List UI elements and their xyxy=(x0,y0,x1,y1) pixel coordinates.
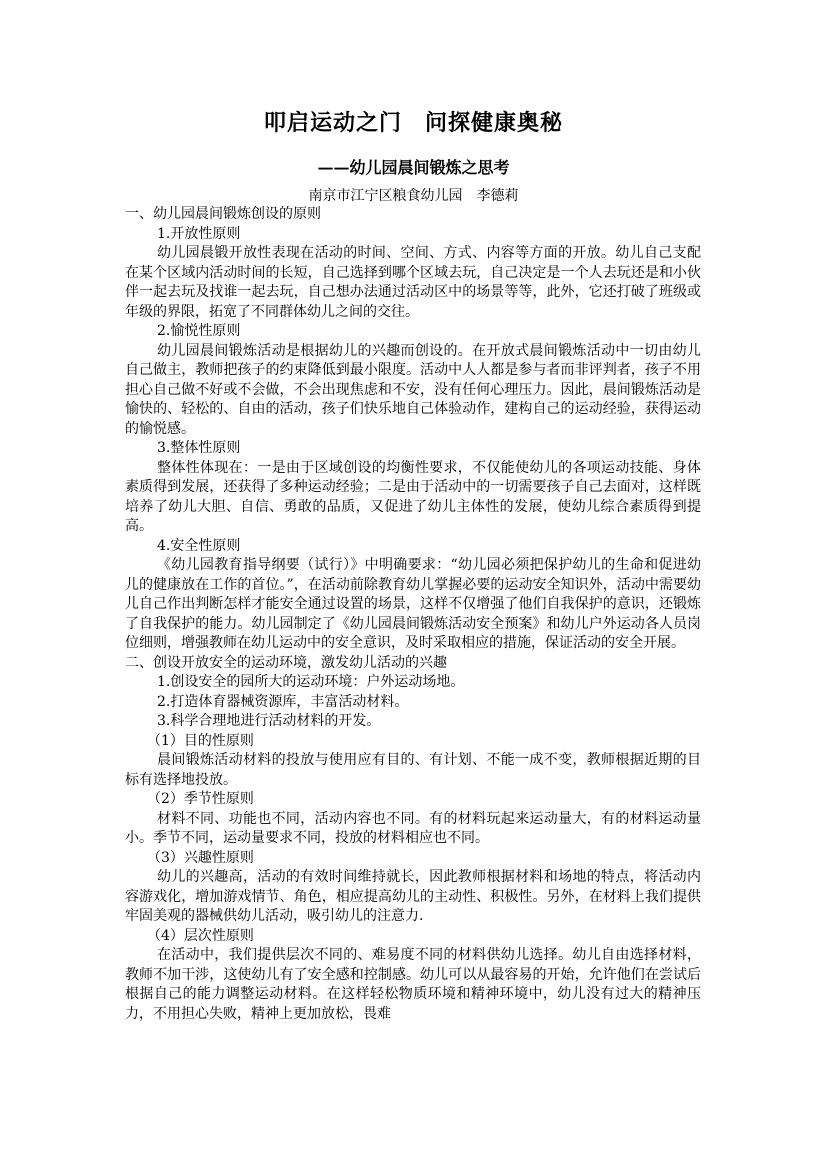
subsection-heading: 4.安全性原则 xyxy=(157,537,241,554)
subsection-heading: 2.打造体育器械资源库，丰富活动材料。 xyxy=(157,693,409,710)
subsection-heading: 1.创设安全的园所大的运动环境：户外运动场地。 xyxy=(157,674,465,690)
principle-heading: （1）目的性原则 xyxy=(147,732,254,749)
section-heading: 一、幼儿园晨间锻炼创设的原则 xyxy=(125,206,321,222)
subsection-heading: 2.愉悦性原则 xyxy=(157,323,241,339)
document-title: 叩启运动之门 问探健康奥秘 xyxy=(263,110,563,136)
principle-heading: （4）层次性原则 xyxy=(147,927,254,944)
body-paragraph: 《幼儿园教育指导纲要（试行）》中明确要求：“幼儿园必须把保护幼儿的生命和促进幼儿的健康放在工作的首位。”，在活动前除教育幼儿掌握必要的运动安全知识外，活动中需要幼儿自己作出判断怎样才能安全通过设置的场景，这样不仅增强了他们自我保护的意识，还锻炼了自我保护的能力。幼儿园制定了《幼儿园晨间锻炼活动安全预案》和幼儿户外运动各人员岗位细则，增强教师在幼儿运动中的安全意识，及时采取相应的措施，保证活动的安全开展。 xyxy=(125,557,701,651)
subsection-heading: 3.整体性原则 xyxy=(157,440,241,456)
principle-heading: （2）季节性原则 xyxy=(147,791,254,807)
subsection-heading: 3.科学合理地进行活动材料的开发。 xyxy=(157,713,381,729)
body-paragraph: 幼儿园晨间锻炼活动是根据幼儿的兴趣而创设的。在开放式晨间锻炼活动中一切由幼儿自己做主，教师把孩子的约束降低到最小限度。活动中人人都是参与者而非评判者，孩子不用担心自己做不好或不会做，不会出现焦虑和不安，没有任何心理压力。因此，晨间锻炼活动是愉快的、轻松的、自由的活动，孩子们快乐地自己体验动作，建构自己的运动经验，获得运动的愉悦感。 xyxy=(125,342,701,437)
body-paragraph: 晨间锻炼活动材料的投放与使用应有目的、有计划、不能一成不变，教师根据近期的目标有选择地投放。 xyxy=(125,752,701,788)
body-paragraph: 幼儿园晨锻开放性表现在活动的时间、空间、方式、内容等方面的开放。幼儿自己支配在某个区域内活动时间的长短，自己选择到哪个区域去玩，自己决定是一个人去玩还是和小伙伴一起去玩及找谁一起去玩，自己想办法通过活动区中的场景等等，此外，它还打破了班级或年级的界限，拓宽了不同群体幼儿之间的交往。 xyxy=(125,245,701,320)
body-paragraph: 材料不同、功能也不同，活动内容也不同。有的材料玩起来运动量大，有的材料运动量小。季节不同，运动量要求不同，投放的材料相应也不同。 xyxy=(125,810,701,846)
body-paragraph: 在活动中，我们提供层次不同的、难易度不同的材料供幼儿选择。幼儿自由选择材料，教师不加干涉，这使幼儿有了安全感和控制感。幼儿可以从最容易的开始，允许他们在尝试后根据自己的能力调整运动材料。在这样轻松物质环境和精神环境中，幼儿没有过大的精神压力，不用担心失败，精神上更加放松，畏难 xyxy=(125,947,701,1022)
document-author: 南京市江宁区粮食幼儿园 李德莉 xyxy=(308,188,519,204)
section-heading: 二、创设开放安全的运动环境，激发幼儿活动的兴趣 xyxy=(125,654,447,671)
body-paragraph: 整体性体现在：一是由于区域创设的均衡性要求，不仅能使幼儿的各项运动技能、身体素质得到发展，还获得了多种运动经验；二是由于活动中的一切需要孩子自己去面对，这样既培养了幼儿大胆、自信、勇敢的品质，又促进了幼儿主体性的发展，使幼儿综合素质得到提高。 xyxy=(125,459,701,534)
document-body xyxy=(125,205,701,1024)
document-subtitle: ——幼儿园晨间锻炼之思考 xyxy=(317,158,510,177)
subsection-heading: 1.开放性原则 xyxy=(157,225,241,242)
body-paragraph: 幼儿的兴趣高，活动的有效时间维持就长，因此教师根据材料和场地的特点，将活动内容游戏化，增加游戏情节、角色，相应提高幼儿的主动性、积极性。另外，在材料上我们提供牢固美观的器械供幼儿活动，吸引幼儿的注意力. xyxy=(125,869,701,924)
principle-heading: （3）兴趣性原则 xyxy=(147,849,254,866)
